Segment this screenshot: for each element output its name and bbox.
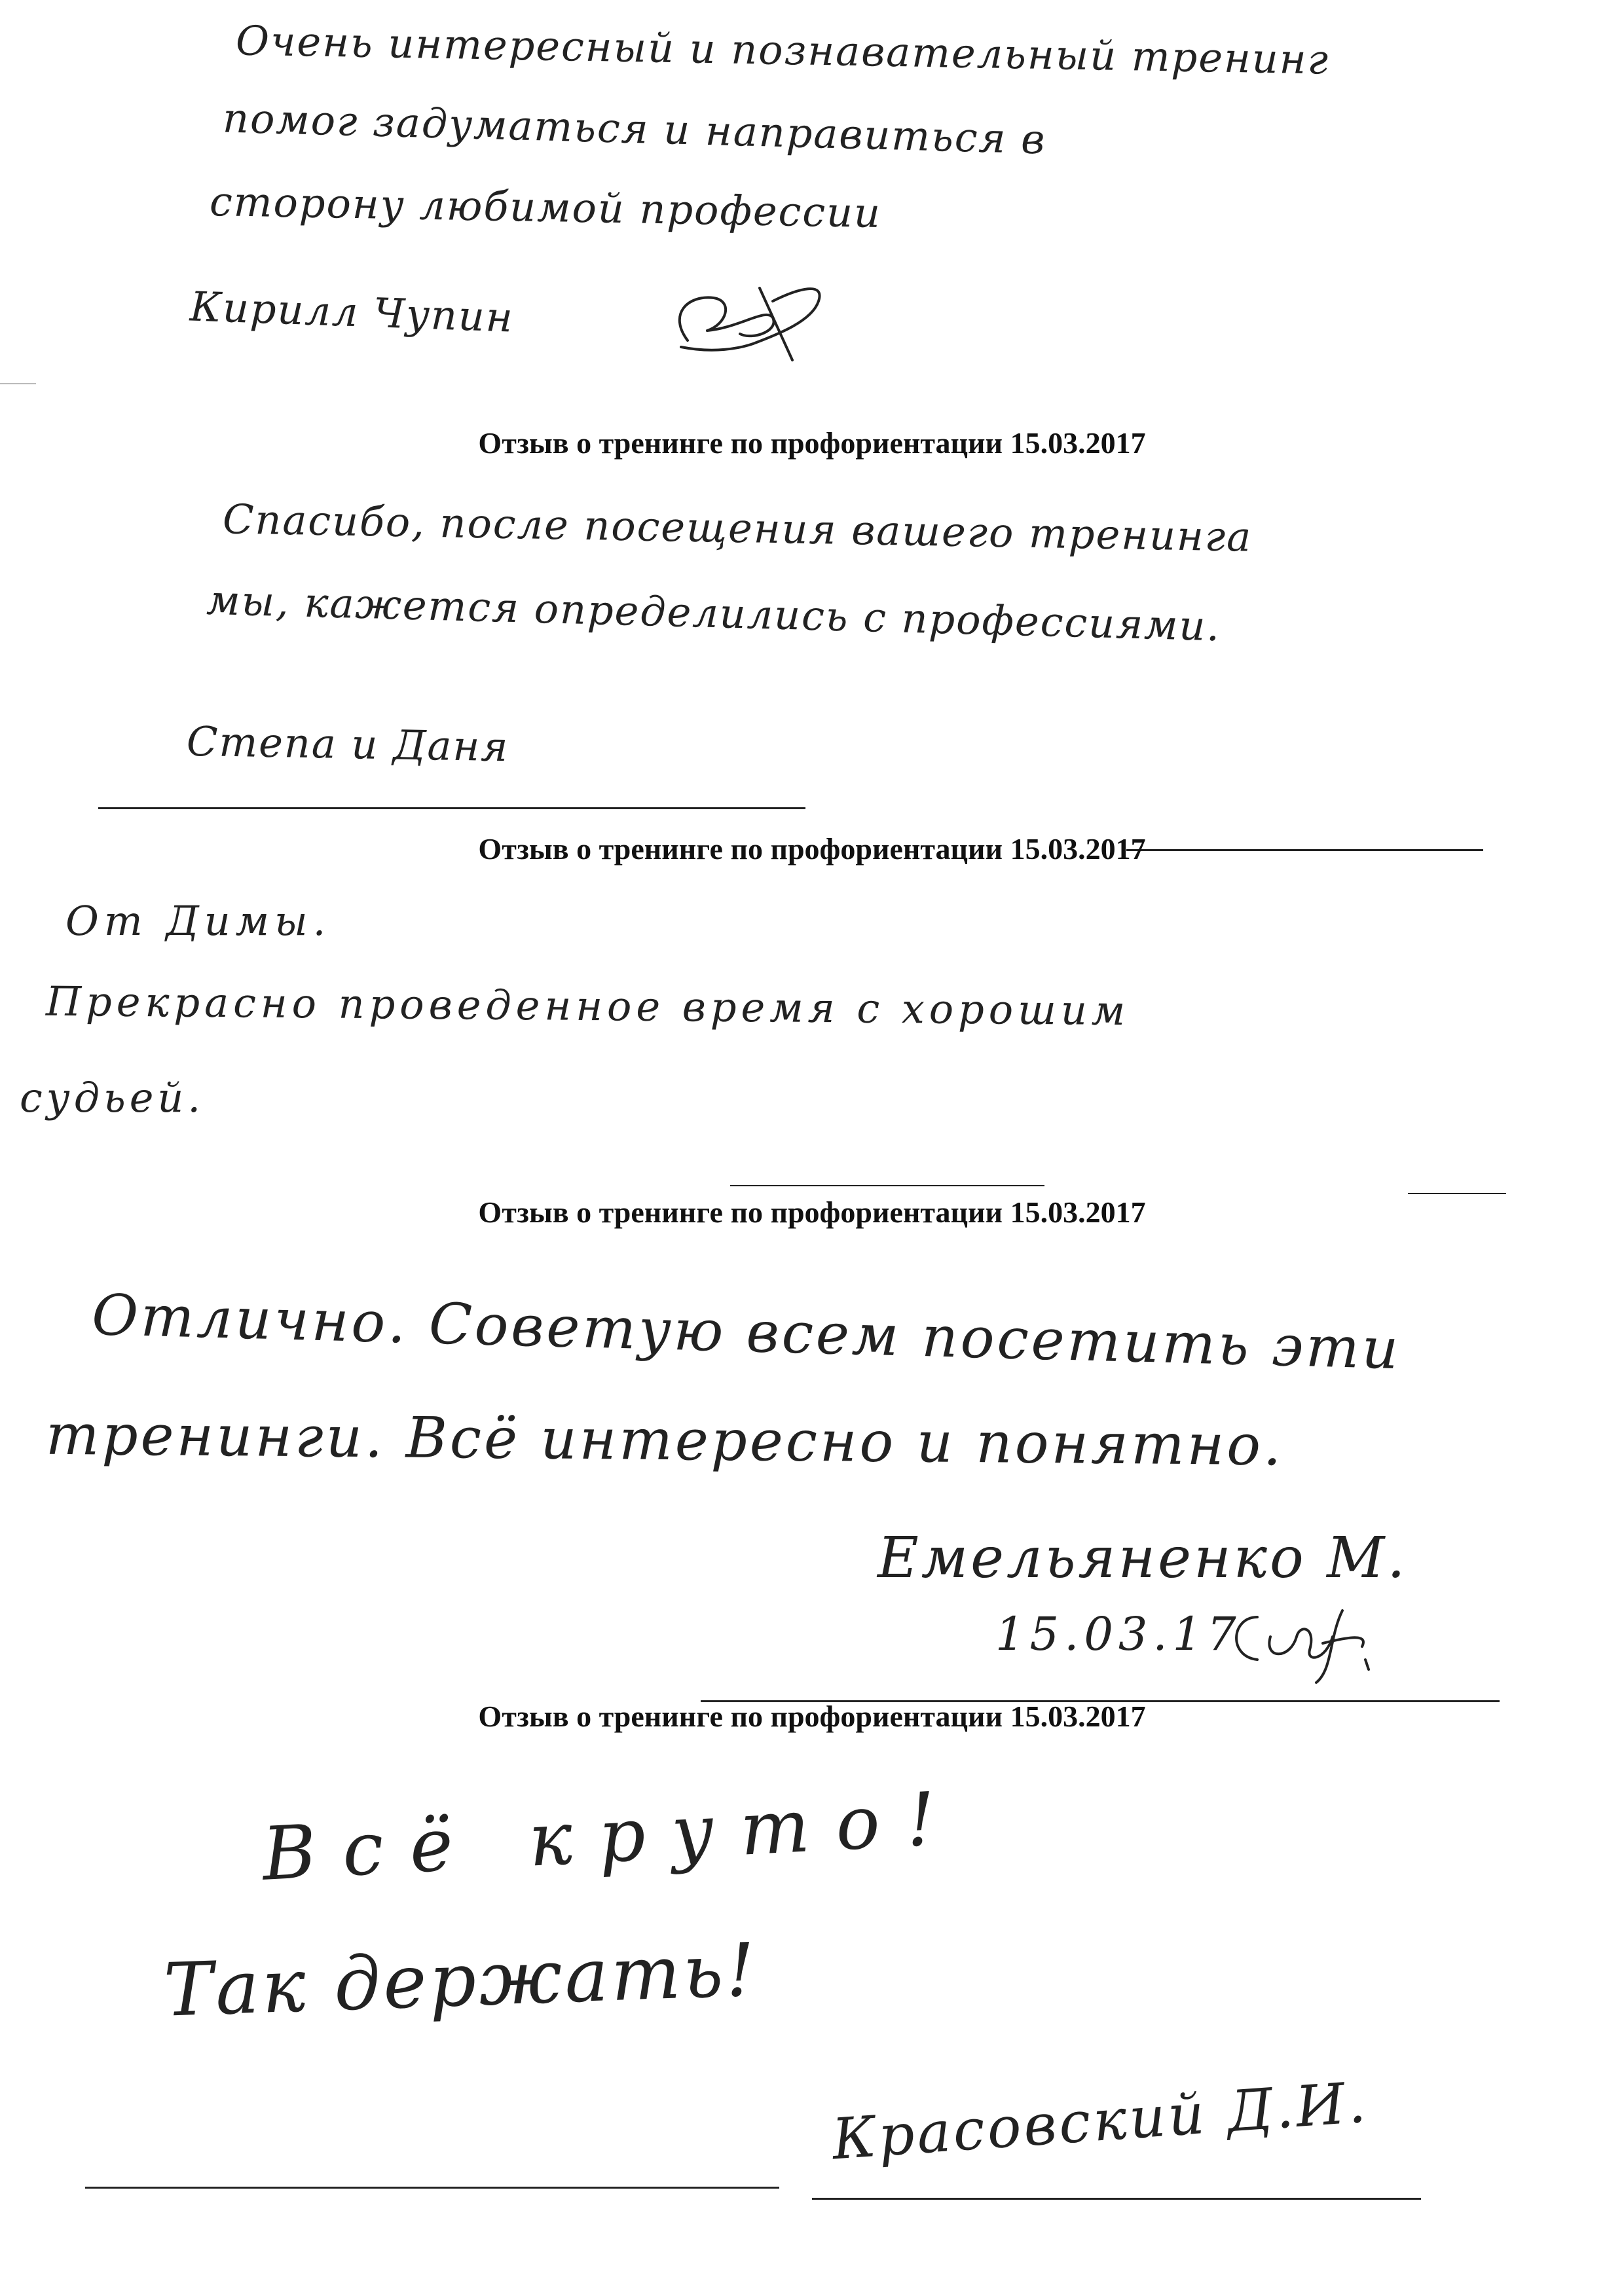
review-4-date: 15.03.17	[995, 1607, 1242, 1661]
section-title-5: Отзыв о тренинге по профориентации 15.03.2017	[478, 1700, 1146, 1733]
review-3-line-1: От Димы.	[65, 897, 331, 945]
review-5-line-2: Так держать!	[162, 1927, 760, 2033]
section-title-3: Отзыв о тренинге по профориентации 15.03.2017	[478, 832, 1146, 866]
rule-5-left	[85, 2187, 779, 2189]
signature-chupin	[661, 262, 832, 373]
section-title-4: Отзыв о тренинге по профориентации 15.03.2017	[478, 1195, 1146, 1229]
review-4-line-2: тренинги. Всё интересно и понятно.	[45, 1402, 1284, 1479]
review-5-author: Красовский Д.И.	[830, 2069, 1371, 2173]
review-1-author: Кирилл Чупин	[189, 282, 515, 342]
review-3-line-2: Прекрасно проведенное время с хорошим	[45, 977, 1130, 1035]
review-5-line-1: Всё круто!	[260, 1776, 964, 1897]
rule-3-right	[1408, 1193, 1506, 1194]
rule-3-mid	[730, 1185, 1044, 1186]
rule-2-left	[98, 807, 805, 809]
review-2-author: Степа и Даня	[186, 717, 510, 771]
review-4-line-1: Отлично. Советую всем посетить эти	[91, 1282, 1402, 1383]
review-4-author: Емельяненко М.	[877, 1525, 1408, 1591]
review-2-line-2: мы, кажется определились с профессиями.	[206, 575, 1222, 651]
review-1-line-2: помог задуматься и направиться в	[222, 94, 1047, 164]
signature-emelyanenko	[1218, 1597, 1375, 1689]
review-2-line-1: Спасибо, после посещения вашего тренинга	[222, 495, 1253, 561]
section-title-2: Отзыв о тренинге по профориентации 15.03.2017	[478, 426, 1146, 460]
rule-5-right	[812, 2198, 1421, 2200]
review-1-line-3: сторону любимой профессии	[209, 177, 882, 237]
review-3-line-3: судьей.	[20, 1074, 205, 1121]
review-1-line-1: Очень интересный и познавательный тренинг	[235, 16, 1330, 84]
rule-1-left	[0, 383, 36, 384]
